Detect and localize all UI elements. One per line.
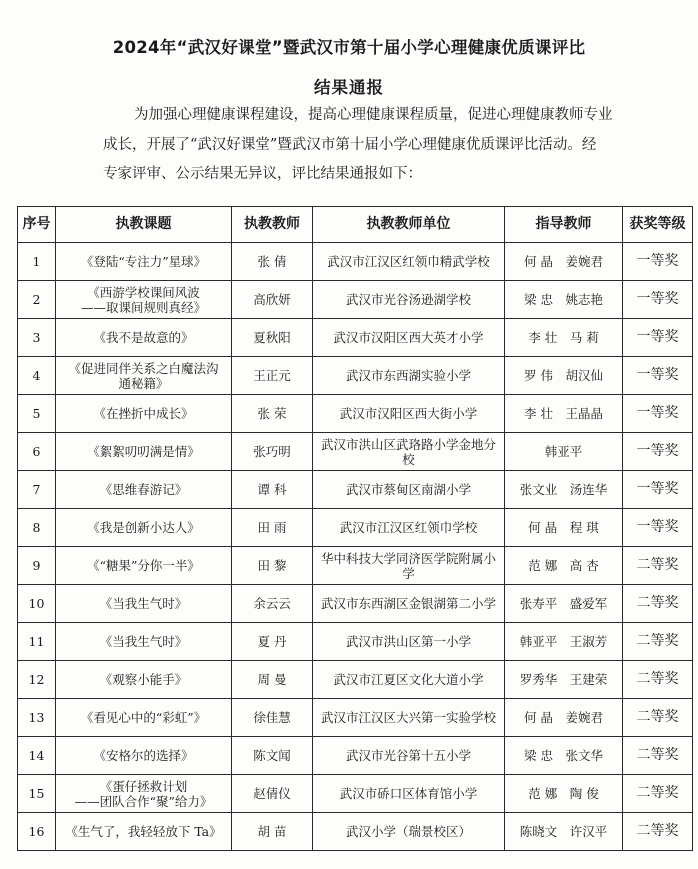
- table-header-row: [18, 207, 693, 243]
- cell-teacher: 高欣妍: [232, 281, 313, 319]
- cell-teacher: 谭 科: [232, 471, 313, 509]
- intro-line-3: 专家评审、公示结果无异议，评比结果通报如下：: [103, 166, 422, 182]
- table-row: [18, 661, 693, 699]
- document-subtitle: 结果通报: [314, 78, 384, 97]
- cell-teacher: 夏秋阳: [232, 319, 313, 357]
- cell-topic: [56, 585, 232, 623]
- cell-topic-line: 《安格尔的选择》: [93, 748, 194, 763]
- cell-unit-line: 武汉市洪山区武珞路小学金地分: [320, 436, 496, 452]
- cell-award: 二等奖: [623, 775, 693, 813]
- cell-teacher: 张 倩: [232, 243, 313, 281]
- cell-topic: [56, 699, 232, 737]
- cell-guide: 韩亚平 王淑芳: [505, 623, 623, 661]
- cell-unit: [313, 281, 505, 319]
- cell-award: 二等奖: [623, 699, 693, 737]
- cell-award: 一等奖: [623, 281, 693, 319]
- cell-unit: [313, 775, 505, 813]
- cell-topic-line: 《西游学校课间风波: [87, 284, 200, 300]
- cell-no: 8: [18, 509, 56, 547]
- cell-unit-line: 武汉市汉阳区西大英才小学: [333, 330, 484, 345]
- header-teacher: 执教教师: [232, 207, 313, 243]
- cell-no: 16: [18, 813, 56, 851]
- table-row: [18, 243, 693, 281]
- table-row: [18, 585, 693, 623]
- cell-no: 14: [18, 737, 56, 775]
- cell-topic: [56, 623, 232, 661]
- intro-line-2: 成长，开展了“武汉好课堂”暨武汉市第十届小学心理健康优质课评比活动。经: [103, 137, 597, 153]
- cell-guide: 何 晶 姜婉君: [505, 699, 623, 737]
- cell-unit: [313, 395, 505, 433]
- header-award: 获奖等级: [623, 207, 693, 243]
- cell-teacher: 田 雨: [232, 509, 313, 547]
- cell-award: 二等奖: [623, 547, 693, 585]
- cell-teacher: 夏 丹: [232, 623, 313, 661]
- cell-award: 一等奖: [623, 471, 693, 509]
- cell-unit: [313, 471, 505, 509]
- table-row: [18, 471, 693, 509]
- cell-topic-line: ——取课间规则真经》: [80, 299, 206, 315]
- table-row: [18, 775, 693, 813]
- cell-guide: 陈晓文 许汉平: [505, 813, 623, 851]
- header-no: 序号: [18, 207, 56, 243]
- document-title: 2024年“武汉好课堂”暨武汉市第十届小学心理健康优质课评比: [112, 38, 586, 57]
- cell-teacher: 周 曼: [232, 661, 313, 699]
- cell-topic: [56, 737, 232, 775]
- cell-topic-line: 《生气了，我轻轻放下 Ta》: [65, 824, 222, 839]
- cell-topic: [56, 661, 232, 699]
- table-row: [18, 737, 693, 775]
- cell-topic-line: 《“糖果”分你一半》: [87, 558, 200, 573]
- cell-unit-line: 华中科技大学同济医学院附属小: [320, 550, 496, 566]
- results-table: [17, 206, 693, 851]
- cell-guide: 李 壮 马 莉: [505, 319, 623, 357]
- table-row: [18, 623, 693, 661]
- cell-unit: [313, 433, 505, 471]
- table-row: [18, 281, 693, 319]
- cell-teacher: 余云云: [232, 585, 313, 623]
- cell-topic: [56, 433, 232, 471]
- cell-no: 13: [18, 699, 56, 737]
- cell-award: 二等奖: [623, 585, 693, 623]
- cell-unit: [313, 661, 505, 699]
- table-body: [18, 243, 693, 851]
- cell-topic-line: 《思维春游记》: [99, 482, 188, 497]
- cell-topic-line: 《当我生气时》: [99, 634, 188, 649]
- header-guide: 指导教师: [505, 207, 623, 243]
- cell-topic-line: 《当我生气时》: [99, 596, 188, 611]
- cell-unit-line: 武汉市东西湖区金银湖第二小学: [320, 596, 496, 611]
- cell-no: 1: [18, 243, 56, 281]
- cell-award: 二等奖: [623, 813, 693, 851]
- cell-topic-line: 《观察小能手》: [99, 672, 188, 687]
- cell-unit: [313, 585, 505, 623]
- cell-unit: [313, 319, 505, 357]
- cell-guide: 梁 忠 张文华: [505, 737, 623, 775]
- table-row: [18, 395, 693, 433]
- cell-unit: [313, 509, 505, 547]
- cell-teacher: 胡 苗: [232, 813, 313, 851]
- cell-award: 一等奖: [623, 243, 693, 281]
- cell-award: 一等奖: [623, 433, 693, 471]
- cell-teacher: 张 荣: [232, 395, 313, 433]
- cell-unit-line: 武汉市江汉区红领巾学校: [339, 520, 478, 535]
- table-row: [18, 699, 693, 737]
- cell-unit-line: 武汉市光谷第十五小学: [345, 748, 471, 763]
- cell-unit-line: 武汉市江夏区文化大道小学: [333, 672, 484, 687]
- cell-unit: [313, 813, 505, 851]
- cell-topic: [56, 471, 232, 509]
- intro-line-1: 为加强心理健康课程建设，提高心理健康课程质量，促进心理健康教师专业: [134, 107, 613, 123]
- cell-topic-line: 《看见心中的“彩虹”》: [80, 710, 207, 725]
- cell-award: 二等奖: [623, 661, 693, 699]
- cell-award: 二等奖: [623, 737, 693, 775]
- cell-topic-line: 《蛋仔拯救计划: [99, 778, 188, 794]
- cell-award: 一等奖: [623, 319, 693, 357]
- cell-unit-line: 武汉市江汉区红领巾精武学校: [327, 254, 490, 269]
- cell-award: 二等奖: [623, 623, 693, 661]
- cell-guide: 范 娜 陶 俊: [505, 775, 623, 813]
- cell-topic-line: ——团队合作“聚”给力》: [74, 793, 213, 809]
- header-topic: 执教课题: [56, 207, 232, 243]
- cell-no: 9: [18, 547, 56, 585]
- cell-unit: [313, 699, 505, 737]
- cell-topic: [56, 395, 232, 433]
- cell-teacher: 王正元: [232, 357, 313, 395]
- cell-unit-line: 武汉市江汉区大兴第一实验学校: [320, 710, 496, 725]
- cell-no: 6: [18, 433, 56, 471]
- cell-no: 12: [18, 661, 56, 699]
- cell-no: 7: [18, 471, 56, 509]
- cell-no: 5: [18, 395, 56, 433]
- cell-topic: [56, 281, 232, 319]
- cell-unit: [313, 547, 505, 585]
- cell-guide: 范 娜 高 杏: [505, 547, 623, 585]
- table-row: [18, 357, 693, 395]
- table-row: [18, 509, 693, 547]
- table-row: [18, 813, 693, 851]
- cell-no: 2: [18, 281, 56, 319]
- cell-unit-line: 武汉市光谷汤逊湖学校: [345, 292, 471, 307]
- cell-unit-line: 武汉市硚口区体育馆小学: [339, 786, 478, 801]
- cell-teacher: 田 黎: [232, 547, 313, 585]
- cell-topic-line: 《我不是故意的》: [93, 330, 194, 345]
- cell-topic: [56, 547, 232, 585]
- cell-guide: 张文业 汤连华: [505, 471, 623, 509]
- cell-guide: 韩亚平: [505, 433, 623, 471]
- cell-no: 11: [18, 623, 56, 661]
- cell-guide: 张寿平 盛爱军: [505, 585, 623, 623]
- cell-unit-line: 学: [402, 565, 415, 581]
- cell-guide: 何 晶 程 琪: [505, 509, 623, 547]
- cell-no: 15: [18, 775, 56, 813]
- cell-topic: [56, 509, 232, 547]
- cell-teacher: 陈文闻: [232, 737, 313, 775]
- cell-award: 一等奖: [623, 395, 693, 433]
- cell-topic-line: 《我是创新小达人》: [87, 520, 200, 535]
- cell-unit-line: 武汉小学（瑞景校区）: [345, 824, 471, 839]
- cell-unit: [313, 737, 505, 775]
- cell-no: 3: [18, 319, 56, 357]
- cell-topic: [56, 813, 232, 851]
- cell-unit: [313, 243, 505, 281]
- cell-topic: [56, 357, 232, 395]
- cell-unit: [313, 623, 505, 661]
- cell-topic-line: 《促进同伴关系之白魔法沟: [68, 360, 219, 376]
- cell-no: 4: [18, 357, 56, 395]
- cell-teacher: 赵倩仪: [232, 775, 313, 813]
- cell-unit-line: 校: [402, 451, 415, 467]
- cell-unit-line: 武汉市东西湖实验小学: [345, 368, 471, 383]
- table-row: [18, 319, 693, 357]
- cell-topic-line: 通秘籍》: [118, 375, 169, 391]
- cell-topic: [56, 243, 232, 281]
- cell-guide: 何 晶 姜婉君: [505, 243, 623, 281]
- cell-guide: 李 壮 王晶晶: [505, 395, 623, 433]
- cell-topic: [56, 319, 232, 357]
- cell-guide: 梁 忠 姚志艳: [505, 281, 623, 319]
- cell-topic-line: 《絮絮叨叨满是情》: [87, 444, 200, 459]
- cell-unit: [313, 357, 505, 395]
- cell-teacher: 张巧明: [232, 433, 313, 471]
- cell-guide: 罗 伟 胡汉仙: [505, 357, 623, 395]
- header-unit: 执教教师单位: [313, 207, 505, 243]
- cell-unit-line: 武汉市洪山区第一小学: [345, 634, 471, 649]
- table-row: [18, 547, 693, 585]
- cell-award: 一等奖: [623, 357, 693, 395]
- cell-guide: 罗秀华 王建荣: [505, 661, 623, 699]
- cell-teacher: 徐佳慧: [232, 699, 313, 737]
- cell-topic-line: 《在挫折中成长》: [93, 406, 194, 421]
- table-row: [18, 433, 693, 471]
- cell-unit-line: 武汉市汉阳区西大街小学: [339, 406, 478, 421]
- cell-topic-line: 《登陆“专注力”星球》: [80, 254, 207, 269]
- cell-award: 一等奖: [623, 509, 693, 547]
- cell-topic: [56, 775, 232, 813]
- cell-no: 10: [18, 585, 56, 623]
- cell-unit-line: 武汉市蔡甸区南湖小学: [345, 482, 471, 497]
